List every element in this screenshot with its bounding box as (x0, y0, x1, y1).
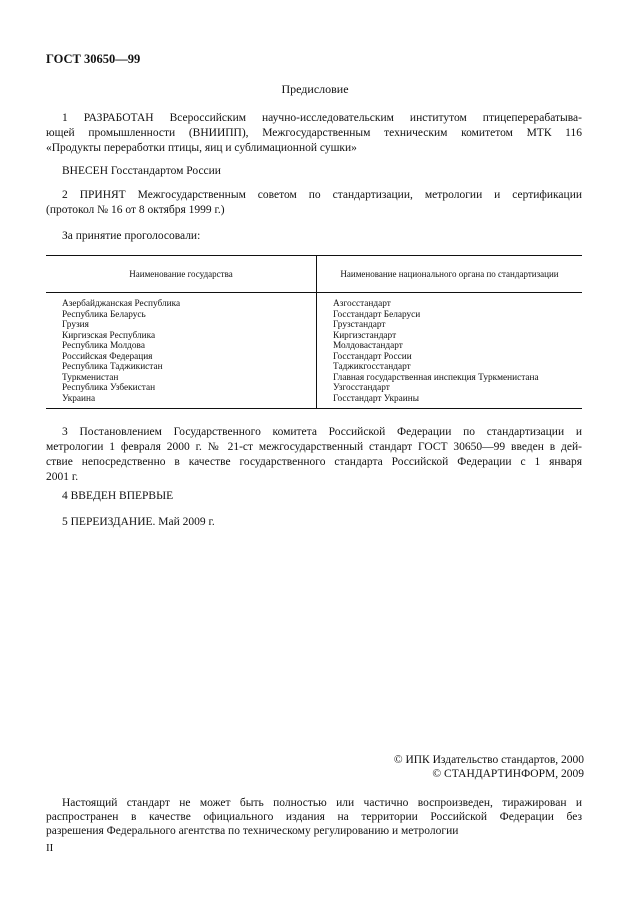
table-body-row (46, 293, 582, 409)
vote-intro (46, 229, 582, 244)
state-name: Республика Узбекистан (62, 383, 156, 393)
national-body-name: Узгосстандарт (333, 383, 390, 393)
state-name: Азербайджанская Республика (62, 299, 181, 309)
state-name: Киргизская Республика (62, 330, 156, 341)
section-1-line: 1 РАЗРАБОТАН Всероссийским научно-исследовательским институтом птицеперерабатыва- (62, 112, 582, 124)
introduced-text: ВНЕСЕН Госстандартом России (62, 165, 221, 177)
national-body-name: Таджикгосстандарт (333, 362, 411, 372)
national-body-name: Азгосстандарт (333, 299, 391, 309)
state-name: Украина (62, 393, 96, 404)
state-name: Республика Беларусь (62, 309, 146, 320)
state-name: Российская Федерация (62, 351, 153, 362)
national-body-name: Молдовастандарт (333, 341, 403, 351)
notice-line: Настоящий стандарт не может быть полностью или частично воспроизведен, тиражирован и (62, 797, 582, 809)
notice-line: разрешения Федерального агентства по техническому регулированию и метрологии (46, 825, 459, 837)
section-3-line: 2001 г. (46, 471, 79, 483)
section-5 (46, 515, 582, 530)
national-body-name: Госстандарт Украины (333, 393, 419, 404)
copyright-block (394, 753, 584, 781)
section-4-text: 4 ВВЕДЕН ВПЕРВЫЕ (62, 490, 174, 502)
voting-states-table (46, 255, 582, 409)
section-2-line: 2 ПРИНЯТ Межгосударственным советом по стандартизации, метрологии и сертификации (62, 189, 582, 201)
bodies-column (317, 293, 583, 409)
state-name: Туркменистан (62, 372, 119, 383)
reproduction-notice (46, 796, 582, 838)
national-body-name: Грузстандарт (333, 320, 386, 330)
header-state: Наименование государства (46, 256, 317, 293)
section-3-line: ствие непосредственно в качестве государственного стандарта Российской Федерации с 1 января (46, 456, 582, 468)
section-3-line: 3 Постановлением Государственного комитета Российской Федерации по стандартизации и (62, 426, 582, 438)
section-3-resolution (46, 425, 582, 485)
preface-title: Предисловие (281, 82, 349, 96)
states-column (46, 293, 317, 409)
page-number: II (46, 842, 54, 854)
section-3-line: метрологии 1 февраля 2000 г. № 21-ст межгосударственный стандарт ГОСТ 30650—99 введен в дей- (46, 441, 582, 453)
national-body-name: Госстандарт России (333, 351, 412, 362)
national-body-name: Киргизстандарт (333, 330, 397, 341)
notice-line: распространен в качестве официального издания на территории Российской Федерации без (46, 811, 582, 823)
national-body-name: Главная государственная инспекция Туркменистана (333, 372, 539, 383)
vote-intro-text: За принятие проголосовали: (62, 230, 201, 242)
table-header-row (46, 256, 582, 293)
section-2-adopted (46, 188, 582, 218)
section-1-developed (46, 111, 582, 156)
state-name: Республика Молдова (62, 341, 145, 351)
section-2-line: (протокол № 16 от 8 октября 1999 г.) (46, 204, 225, 216)
section-1-line: «Продукты переработки птицы, яиц и сублимационной сушки» (46, 142, 357, 154)
copyright-line-1: © ИПК Издательство стандартов, 2000 (393, 754, 584, 766)
section-1-line: ющей промышленности (ВНИИПП), Межгосударственным техническим комитетом МТК 116 (46, 127, 582, 139)
header-national-body: Наименование национального органа по стандартизации (317, 256, 583, 293)
state-name: Республика Таджикистан (62, 362, 163, 372)
section-introduced (46, 164, 582, 179)
section-4 (46, 489, 582, 504)
section-5-text: 5 ПЕРЕИЗДАНИЕ. Май 2009 г. (62, 516, 215, 528)
national-body-name: Госстандарт Беларуси (333, 309, 421, 320)
standard-code: ГОСТ 30650—99 (46, 52, 141, 66)
state-name: Грузия (62, 320, 89, 330)
copyright-line-2: © СТАНДАРТИНФОРМ, 2009 (432, 768, 584, 780)
